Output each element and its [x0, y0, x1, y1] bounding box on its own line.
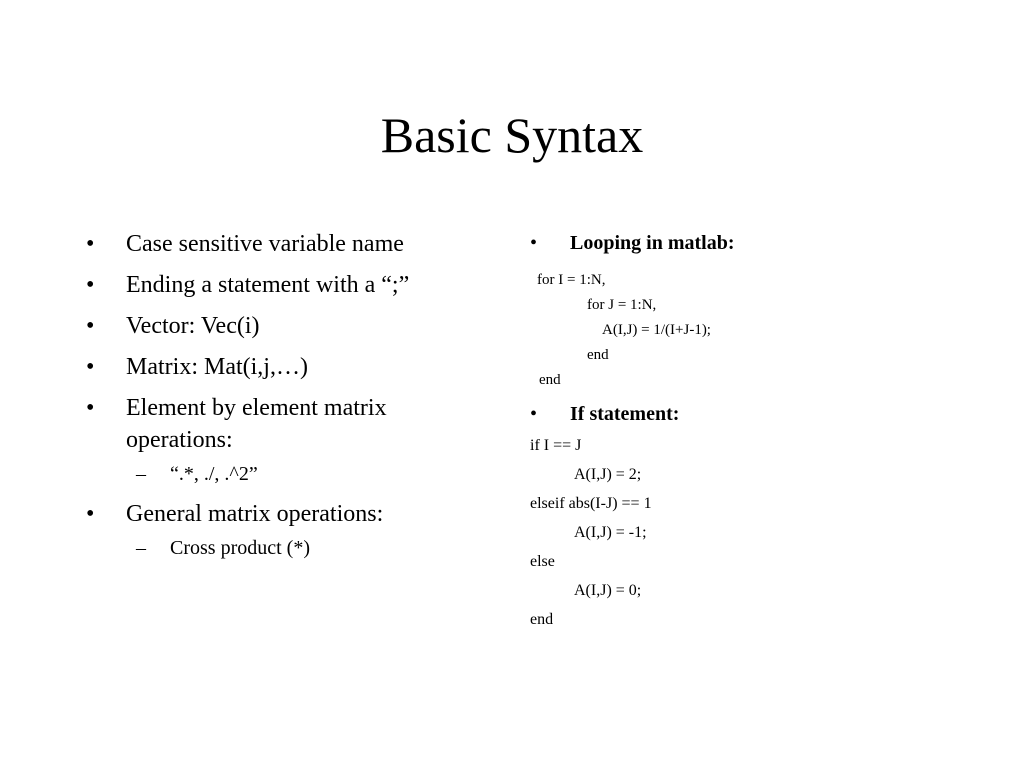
dash-icon: – [136, 463, 146, 485]
bullet-icon: • [86, 272, 95, 298]
subitem-text: “.*, ./, .^2” [170, 463, 258, 485]
bullet-text: Ending a statement with a “;” [126, 272, 410, 298]
bullet-icon: • [530, 403, 538, 425]
code-line: end [530, 611, 554, 628]
bullet-text: Vector: Vec(i) [126, 313, 260, 339]
if-heading [530, 399, 1010, 429]
code-line: A(I,J) = 1/(I+J-1); [602, 322, 711, 338]
right-column [530, 228, 1010, 634]
code-line: end [587, 347, 609, 363]
code-line: for J = 1:N, [587, 297, 657, 313]
if-heading-text: If statement: [570, 403, 680, 425]
code-line: A(I,J) = -1; [574, 524, 647, 541]
dash-icon: – [136, 537, 146, 559]
bullet-item-general-ops [86, 498, 486, 530]
if-code-block [530, 431, 1010, 634]
bullet-text: Matrix: Mat(i,j,…) [126, 354, 308, 380]
subitem-element-operators [86, 461, 486, 488]
bullet-item-element-ops [86, 392, 486, 456]
subitem-text: Cross product (*) [170, 537, 310, 559]
loop-heading-text: Looping in matlab: [570, 232, 735, 254]
code-line: end [539, 372, 561, 388]
bullet-item-vector [86, 310, 486, 342]
loop-code-block [530, 268, 1010, 393]
bullet-icon: • [86, 231, 95, 257]
bullet-item-case-sensitive [86, 228, 486, 260]
code-line: A(I,J) = 2; [574, 466, 642, 483]
bullet-icon: • [530, 232, 538, 254]
loop-heading [530, 228, 1010, 258]
bullet-text: Case sensitive variable name [126, 231, 404, 257]
code-line: elseif abs(I-J) == 1 [530, 495, 652, 512]
bullet-item-ending-statement [86, 269, 486, 301]
code-line: for I = 1:N, [537, 272, 606, 288]
bullet-text: General matrix operations: [126, 501, 384, 527]
bullet-icon: • [86, 313, 95, 339]
left-bullet-list [86, 228, 486, 572]
bullet-icon: • [86, 395, 95, 421]
bullet-icon: • [86, 354, 95, 380]
bullet-icon: • [86, 501, 95, 527]
bullet-text: Element by element matrix operations: [126, 395, 387, 453]
code-line: A(I,J) = 0; [574, 582, 642, 599]
code-line: else [530, 553, 555, 570]
bullet-item-matrix [86, 351, 486, 383]
subitem-cross-product [86, 535, 486, 562]
slide-title: Basic Syntax [380, 107, 644, 163]
code-line: if I == J [530, 437, 582, 454]
